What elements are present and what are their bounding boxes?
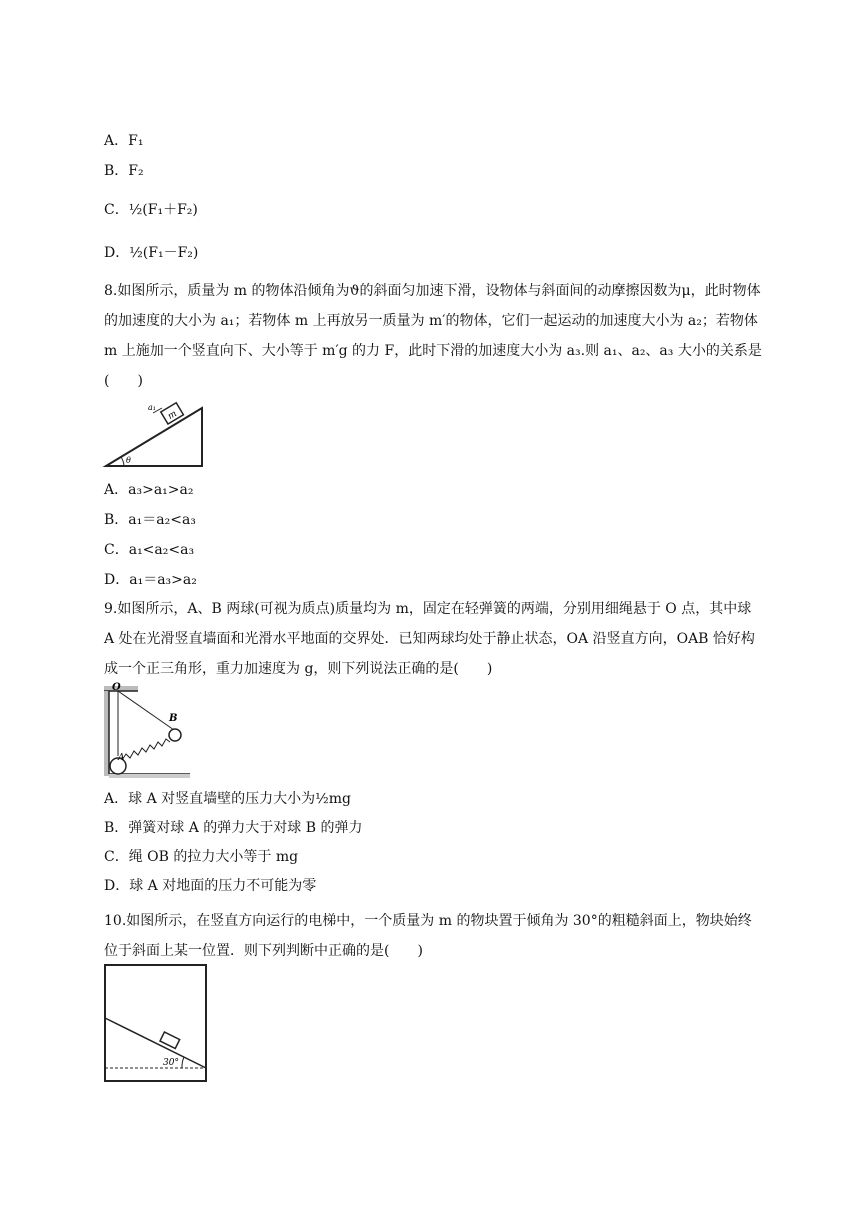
q8-stem: 8.如图所示，质量为 m 的物体沿倾角为ϑ的斜面匀加速下滑，设物体与斜面间的动摩擦因数为μ，此时物体的加速度的大小为 a₁；若物体 m 上再放另一质量为 m′的物体，它们一起运动的加速度大小为 a₂；若物体 m 上施加一个竖直向下、大小等于 m′g 的力 F，此时下滑的加速度大小为 a₃.则 a₁、a₂、a₃ 大小的关系是( ) — [104, 283, 762, 389]
q10-elevator-figure — [104, 964, 208, 1082]
q10-angle-label: 30° — [163, 1058, 179, 1068]
q7-option-d: D．½(F₁－F₂) — [104, 245, 199, 261]
q7-option-a: A．F₁ — [104, 133, 144, 149]
q9-stem: 9.如图所示，A、B 两球(可视为质点)质量均为 m，固定在轻弹簧的两端，分别用细绳悬于 O 点，其中球 A 处在光滑竖直墙面和光滑水平地面的交界处．已知两球均处于静止状态，OA 沿竖直方向，OAB 恰好构成一个正三角形，重力加速度为 g，则下列说法正确的是( ) — [104, 601, 755, 677]
q8-option-d: D．a₁＝a₃>a₂ — [104, 572, 197, 588]
q7-option-c: C．½(F₁＋F₂) — [104, 202, 198, 218]
q8-accel-label: a₁ — [148, 403, 156, 412]
q8-block-label: m — [166, 408, 179, 422]
q9-a-label: A — [118, 753, 125, 763]
q9-option-a: A．球 A 对竖直墙壁的压力大小为½mg — [104, 791, 351, 807]
q8-option-a: A．a₃>a₁>a₂ — [104, 482, 194, 498]
q7-option-b: B．F₂ — [104, 163, 144, 179]
q9-o-label: O — [112, 682, 121, 693]
q9-b-label: B — [169, 713, 178, 724]
q8-option-c: C．a₁<a₂<a₃ — [104, 542, 195, 558]
q9-spring-figure — [104, 684, 194, 778]
q8-angle-label: θ — [126, 456, 131, 465]
q9-option-c: C．绳 OB 的拉力大小等于 mg — [104, 849, 299, 865]
q8-incline-figure — [104, 396, 214, 472]
q9-option-b: B．弹簧对球 A 的弹力大于对球 B 的弹力 — [104, 820, 363, 836]
q10-stem: 10.如图所示，在竖直方向运行的电梯中，一个质量为 m 的物块置于倾角为 30°的粗糙斜面上，物块始终位于斜面上某一位置．则下列判断中正确的是( ) — [104, 913, 752, 959]
q9-option-d: D．球 A 对地面的压力不可能为零 — [104, 878, 317, 894]
q8-option-b: B．a₁＝a₂<a₃ — [104, 512, 196, 528]
